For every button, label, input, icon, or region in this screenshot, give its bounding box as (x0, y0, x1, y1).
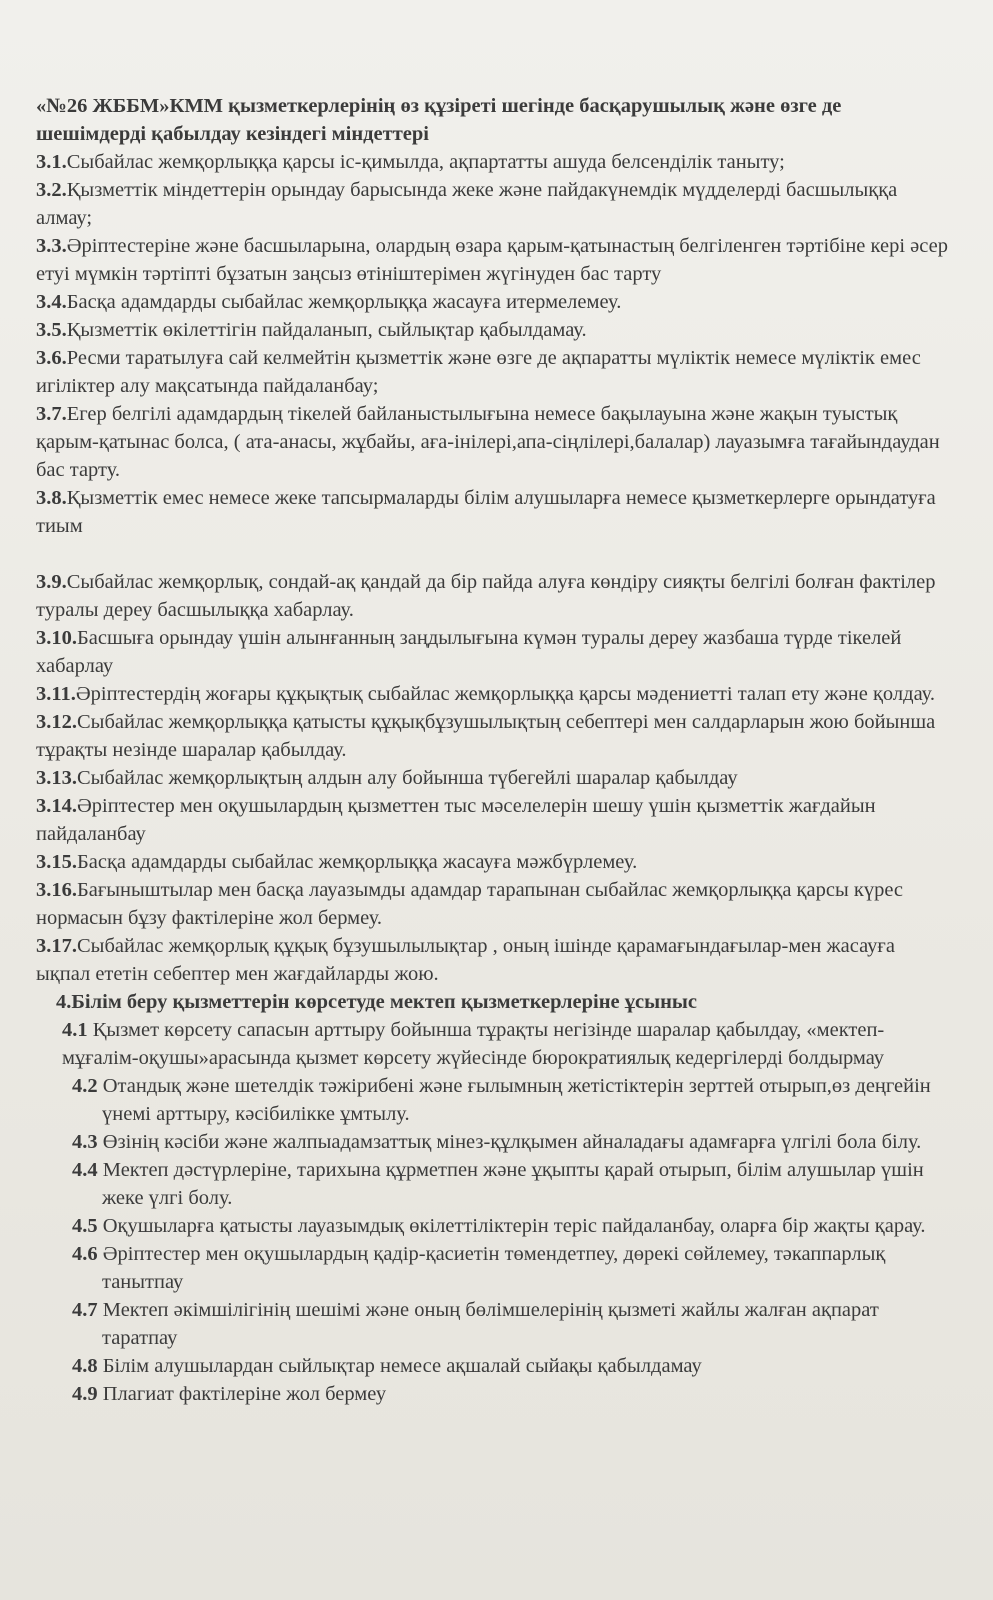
list-item (62, 1128, 953, 1156)
item-number: 3.2. (36, 179, 67, 201)
list-item (62, 1380, 953, 1408)
item-text: Әріптестер мен оқушылардың қызметтен тыс мәселелерін шешу үшін қызметтік жағдайын пайдаланбау (36, 795, 876, 845)
item-text: Плагиат фактілеріне жол бермеу (97, 1383, 387, 1405)
item-text: Басшыға орындау үшін алынғанның заңдылығына күмән туралы дереу жазбаша түрде тікелей хабарлау (36, 627, 902, 677)
list-item (62, 1240, 953, 1296)
list-item (36, 792, 953, 848)
item-text: Басқа адамдарды сыбайлас жемқорлыққа жасауға итермелемеу. (66, 291, 622, 313)
item-text: Әріптестеріне және басшыларына, олардың өзара қарым-қатынастың белгіленген тәртібіне кері әсер етуі мүмкін тәртіпті бұзатын заңсыз өтініштерімен жүгінуден бас тарту (36, 235, 948, 285)
item-number: 3.7. (36, 403, 67, 425)
list-item (36, 316, 953, 344)
item-text: Басқа адамдарды сыбайлас жемқорлыққа жасауға мәжбүрлемеу. (77, 851, 638, 873)
item-number: 3.17. (36, 935, 77, 957)
item-text: Әріптестердің жоғары құқықтық сыбайлас жемқорлыққа қарсы мәдениетті талап ету және қолдау. (75, 683, 935, 705)
item-number: 3.1. (36, 151, 67, 173)
list-item (62, 1296, 953, 1352)
item-text: Бағыныштылар мен басқа лауазымды адамдар тарапынан сыбайлас жемқорлыққа қарсы күрес нормасын бұзу фактілеріне жол бермеу. (36, 879, 904, 929)
item-number: 4.6 (72, 1243, 98, 1265)
item-text: Қызметтік өкілеттігін пайдаланып, сыйлықтар қабылдамау. (66, 319, 587, 341)
list-item (36, 148, 953, 176)
item-text: Әріптестер мен оқушылардың қадір-қасиетін төмендетпеу, дөрекі сөйлемеу, тәкаппарлық танытпау (97, 1243, 886, 1293)
item-text: Өзінің кәсіби және жалпыадамзаттық мінез-құлқымен айналадағы адамғарға үлгілі бола білу. (97, 1131, 922, 1153)
list-item (62, 1016, 953, 1072)
item-number: 3.10. (36, 627, 77, 649)
item-number: 3.13. (36, 767, 77, 789)
document-heading: «№26 ЖББМ»КММ қызметкерлерінің өз құзіреті шегінде басқарушылық және өзге де шешімдерді қабылдау кезіндегі міндеттері (36, 95, 842, 145)
list-item (62, 1072, 953, 1128)
item-number: 4.8 (72, 1355, 98, 1377)
item-text: Егер белгілі адамдардың тікелей байланыстылығына немесе бақылауына және жақын туыстық қарым-қатынас болса, ( ата-анасы, жұбайы, аға-інілері,апа-сіңлілері,балалар) лауазымға тағайындаудан бас тарту. (36, 403, 940, 481)
list-item (36, 484, 953, 540)
item-text: Қызметтік міндеттерін орындау барысында жеке және пайдакүнемдік мүдделерді басшылыққа алмау; (36, 179, 898, 229)
item-number: 3.3. (36, 235, 67, 257)
section-4-title: 4.Білім беру қызметтерін көрсетуде мектеп қызметкерлеріне ұсыныс (56, 991, 698, 1013)
item-number: 3.5. (36, 319, 67, 341)
list-item (36, 624, 953, 680)
item-number: 3.11. (36, 683, 76, 705)
item-number: 3.12. (36, 711, 77, 733)
item-number: 4.7 (72, 1299, 98, 1321)
list-item (62, 1352, 953, 1380)
list-item (36, 848, 953, 876)
item-text: Қызмет көрсету сапасын арттыру бойынша тұрақты негізінде шаралар қабылдау, «мектеп-мұғалім-оқушы»арасында қызмет көрсету жүйесінде бюрократиялық кедергілерді болдырмау (62, 1019, 885, 1069)
item-number: 3.14. (36, 795, 77, 817)
list-item (36, 288, 953, 316)
item-text: Сыбайлас жемқорлықтың алдын алу бойынша түбегейлі шаралар қабылдау (77, 767, 738, 789)
list-item (36, 568, 953, 624)
item-text: Қызметтік емес немесе жеке тапсырмаларды білім алушыларға немесе қызметкерлерге орындатуға тиым (36, 487, 936, 537)
list-item (36, 232, 953, 288)
duties-list-part2 (36, 568, 953, 988)
item-number: 3.6. (36, 347, 67, 369)
list-item (36, 876, 953, 932)
item-text: Мектеп дәстүрлеріне, тарихына құрметпен және ұқыпты қарай отырып, білім алушылар үшін жеке үлгі болу. (97, 1159, 924, 1209)
item-text: Мектеп әкімшілігінің шешімі және оның бөлімшелерінің қызметі жайлы жалған ақпарат таратпау (97, 1299, 879, 1349)
item-text: Отандық және шетелдік тәжірибені және ғылымның жетістіктерін зерттей отырып,өз деңгейін үнемі арттыру, кәсібилікке ұмтылу. (97, 1075, 931, 1125)
recommendations-list (36, 1016, 953, 1408)
item-text: Сыбайлас жемқорлық құқық бұзушылылықтар , оның ішінде қарамағындағылар-мен жасауға ықпал ететін себептер мен жағдайларды жою. (36, 935, 895, 985)
item-number: 3.15. (36, 851, 77, 873)
list-item (36, 708, 953, 764)
item-text: Оқушыларға қатысты лауазымдық өкілеттіліктерін теріс пайдаланбау, оларға бір жақты қарау. (97, 1215, 926, 1237)
item-number: 3.16. (36, 879, 77, 901)
item-text: Сыбайлас жемқорлық, сондай-ақ қандай да бір пайда алуға көндіру сияқты белгілі болған фактілер туралы дереу басшылыққа хабарлау. (36, 571, 936, 621)
item-text: Ресми таратылуға сай келмейтін қызметтік және өзге де ақпаратты мүліктік немесе мүліктік емес игіліктер алу мақсатында пайдаланбау; (36, 347, 921, 397)
list-item (36, 176, 953, 232)
item-number: 4.4 (72, 1159, 98, 1181)
item-number: 3.4. (36, 291, 67, 313)
item-text: Сыбайлас жемқорлыққа қатысты құқықбұзушылықтың себептері мен салдарларын жою бойынша тұрақты незінде шаралар қабылдау. (36, 711, 936, 761)
list-item (36, 344, 953, 400)
item-number: 4.5 (72, 1215, 98, 1237)
item-number: 4.9 (72, 1383, 98, 1405)
list-item (62, 1156, 953, 1212)
item-number: 3.8. (36, 487, 67, 509)
item-number: 4.2 (72, 1075, 98, 1097)
item-text: Білім алушылардан сыйлықтар немесе ақшалай сыйақы қабылдамау (97, 1355, 702, 1377)
list-item (36, 400, 953, 484)
list-item (36, 680, 953, 708)
list-item (62, 1212, 953, 1240)
list-item (36, 932, 953, 988)
item-text: Сыбайлас жемқорлыққа қарсы іс-қимылда, ақпартатты ашуда белсенділік таныту; (66, 151, 785, 173)
list-item (36, 764, 953, 792)
item-number: 4.3 (72, 1131, 98, 1153)
item-number: 4.1 (62, 1019, 88, 1041)
item-number: 3.9. (36, 571, 67, 593)
duties-list-part1 (36, 148, 953, 540)
paragraph-gap (36, 540, 953, 568)
